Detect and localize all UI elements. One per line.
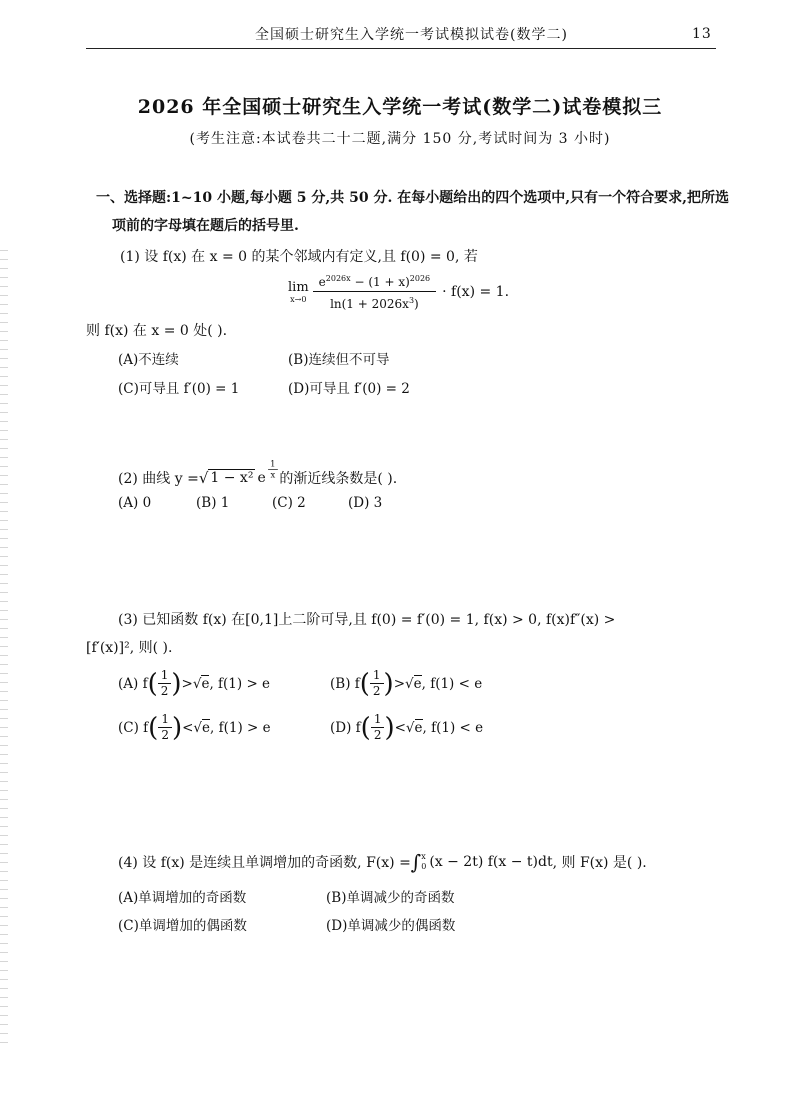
running-header: 全国硕士研究生入学统一考试模拟试卷(数学二) [255,27,568,43]
q3-c-root: e [202,720,211,736]
q4-int-lower: 0 [421,862,427,871]
q3-d-num: 1 [371,712,385,728]
q3-option-d: (D) f ( $\frac{1}{2}$ ) < √ e , f(1) < e [330,712,484,743]
q3-d-root: e [414,720,423,736]
section-instructions-line1: 一、选择题:1~10 小题,每小题 5 分,共 50 分. 在每小题给出的四个选项中,只有一个符合要求,把所选 [96,190,729,206]
q2-e: e [257,469,266,486]
q3-c-frac [158,712,172,743]
q3-b-num: 1 [370,668,384,684]
q3-b-rel: > [393,675,406,692]
q3-b-frac [370,668,384,699]
q1-option-b: (B)连续但不可导 [288,352,390,368]
sqrt-icon: √ [405,719,415,736]
q1-option-d: (D)可导且 f′(0) = 2 [288,381,410,397]
q2-stem [118,458,398,493]
scan-edge-marks [0,250,8,1050]
q1-num-exp: 2026x [325,274,351,283]
q1-num-tail: − (1 + x) [350,275,410,289]
q3-line1: (3) 已知函数 f(x) 在[0,1]上二阶可导,且 f(0) = f′(0) = 1, f(x) > 0, f(x)f″(x) > [118,612,616,628]
q1-option-c: (C)可导且 f′(0) = 1 [118,381,240,397]
q3-c-num: 1 [158,712,172,728]
q3-a-num: 1 [158,668,172,684]
q1-tail: · f(x) = 1. [442,283,510,300]
page-number: 13 [692,26,712,42]
q2-radicand: 1 − x² [210,470,254,486]
q3-a-frac [158,668,172,699]
sqrt-icon: √ [405,675,414,692]
q3-a-den: 2 [160,684,169,698]
q1-option-a: (A)不连续 [118,352,179,368]
q2-exp-num: 1 [268,459,278,470]
q2-option-b: (B) 1 [196,495,230,511]
q4-integrand: (x − 2t) f(x − t)dt [429,854,553,870]
q1-num-e: e [318,275,326,289]
q1-lim-sub: x→0 [290,294,307,304]
q3-a-tail: , f(1) > e [209,675,271,692]
q3-option-a: (A) f ( $\frac{1}{2}$ ) > √ e , f(1) > e [118,668,271,699]
header-rule [86,48,716,49]
q3-a-label: (A) f [118,675,148,692]
section-instructions-line2: 项前的字母填在题后的括号里. [112,218,299,234]
q1-limit-expression [288,270,509,313]
q1-den-main: ln(1 + 2026x [330,297,409,311]
q3-option-c: (C) f ( $\frac{1}{2}$ ) < √ e , f(1) > e [118,712,271,743]
q3-option-b: (B) f ( $\frac{1}{2}$ ) > √ e , f(1) < e [330,668,483,699]
q4-option-c: (C)单调增加的偶函数 [118,918,247,934]
q4-stem-post: , 则 F(x) 是( ). [552,855,647,871]
q2-option-a: (A) 0 [118,495,152,511]
exam-notice: (考生注意:本试卷共二十二题,满分 150 分,考试时间为 3 小时) [189,131,611,147]
q3-c-den: 2 [161,728,169,742]
q3-d-tail: , f(1) < e [422,719,484,736]
q3-a-root: e [201,676,210,692]
q3-d-den: 2 [373,728,382,742]
q1-lim: lim [288,279,309,295]
q3-b-label: (B) f [330,675,360,692]
q2-stem-pre: (2) 曲线 y = [118,470,199,487]
q2-option-c: (C) 2 [272,495,306,511]
q3-d-label: (D) f [330,719,361,736]
q3-line2: [f′(x)]², 则( ). [86,640,173,656]
q4-int-upper: x [421,852,426,861]
q1-den-exp: 3 [408,296,415,305]
q3-c-rel: < [182,719,194,736]
q1-fraction [313,270,436,313]
q1-conclusion: 则 f(x) 在 x = 0 处( ). [86,323,228,339]
q1-num-tail-exp: 2026 [409,274,431,283]
integral-icon: ∫ [410,850,422,874]
q4-stem-pre: (4) 设 f(x) 是连续且单调增加的奇函数, F(x) = [118,855,411,871]
q3-b-den: 2 [372,684,381,698]
q3-c-label: (C) f [118,719,149,736]
exam-title: 2026 年全国硕士研究生入学统一考试(数学二)试卷模拟三 [137,96,663,118]
q4-option-a: (A)单调增加的奇函数 [118,890,247,906]
q3-c-tail: , f(1) > e [210,719,271,736]
sqrt-icon: √ [192,675,202,692]
q3-b-root: e [413,676,422,692]
sqrt-icon: √ [198,468,209,487]
q1-stem: (1) 设 f(x) 在 x = 0 的某个邻域内有定义,且 f(0) = 0, 若 [120,249,478,265]
q3-a-rel: > [181,675,193,692]
q2-exponent [268,459,278,481]
q1-numerator [313,270,436,292]
q3-d-rel: < [394,719,406,736]
q2-stem-post: 的渐近线条数是( ). [279,470,398,487]
q1-den-close: ) [414,297,419,311]
q4-option-b: (B)单调减少的奇函数 [326,890,455,906]
q4-option-d: (D)单调减少的偶函数 [326,918,456,934]
q3-b-tail: , f(1) < e [421,675,483,692]
q1-denominator [324,292,425,313]
q2-option-d: (D) 3 [348,495,383,511]
q4-integral [411,850,430,874]
sqrt-icon: √ [193,719,203,736]
q3-d-frac [371,712,385,743]
q2-exp-den: x [270,469,275,480]
q4-stem [118,850,647,874]
